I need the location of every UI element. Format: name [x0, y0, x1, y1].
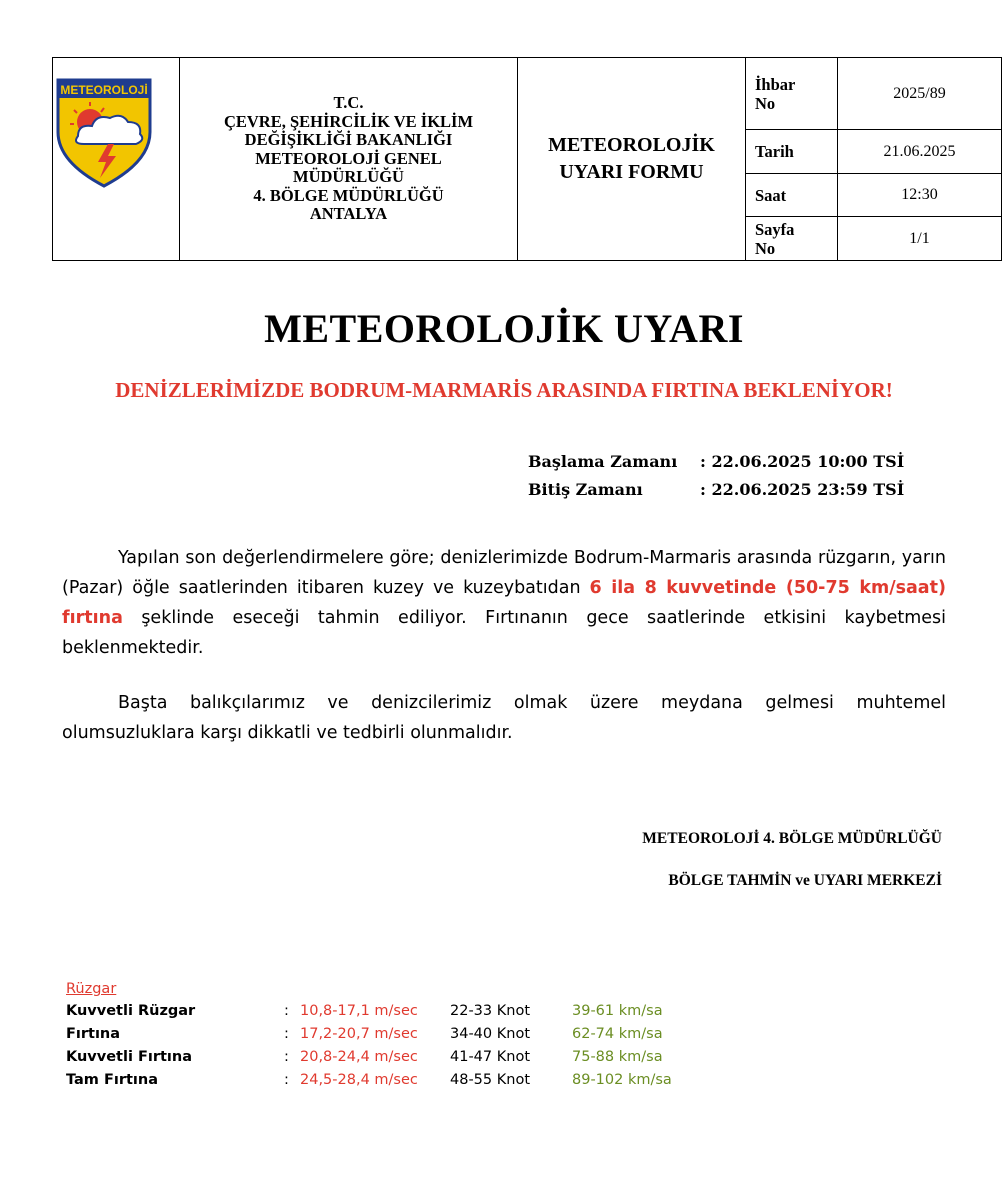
- legend-sep: :: [284, 1072, 289, 1088]
- paragraph-text: şeklinde eseceği tahmin ediliyor. Fırtınanın gece saatlerinde etkisini kaybetmesi beklenmektedir.: [62, 608, 946, 658]
- saat-value: 12:30: [838, 174, 1002, 217]
- start-time-value: : 22.06.2025 10:00 TSİ: [700, 452, 905, 471]
- time-block: [528, 448, 904, 504]
- tarih-value: 21.06.2025: [838, 130, 1002, 174]
- end-time-value: : 22.06.2025 23:59 TSİ: [700, 480, 905, 499]
- start-time-label: Başlama Zamanı: [528, 452, 678, 471]
- legend-sep: :: [284, 1026, 289, 1042]
- form-title-cell: [518, 58, 746, 261]
- legend-ms: 24,5-28,4 m/sec: [300, 1072, 418, 1088]
- label-line: No: [755, 238, 776, 258]
- legend-name: Kuvvetli Rüzgar: [66, 1003, 196, 1019]
- legend-name: Fırtına: [66, 1026, 121, 1042]
- legend-ms: 10,8-17,1 m/sec: [300, 1003, 418, 1019]
- header-table: [52, 57, 1002, 261]
- legend-knot: 34-40 Knot: [450, 1026, 530, 1042]
- legend-row: [66, 1023, 672, 1046]
- logo-cell: [53, 58, 180, 261]
- org-line: ÇEVRE, ŞEHİRCİLİK VE İKLİM: [223, 111, 474, 131]
- legend-kmh: 75-88 km/sa: [572, 1049, 663, 1065]
- warning-paragraph: [62, 543, 946, 663]
- label-line: No: [755, 93, 776, 113]
- label-line: İhbar: [755, 74, 796, 94]
- sayfa-no-label: [746, 217, 838, 261]
- ihbar-no-value: 2025/89: [838, 58, 1002, 130]
- legend-sep: :: [284, 1049, 289, 1065]
- wind-legend: [66, 978, 672, 1092]
- org-line: MÜDÜRLÜĞÜ: [293, 167, 404, 187]
- label-line: Saat: [755, 185, 787, 205]
- meteoroloji-logo: [56, 70, 152, 188]
- legend-name: Tam Fırtına: [66, 1072, 158, 1088]
- signature-line: METEOROLOJİ 4. BÖLGE MÜDÜRLÜĞÜ: [642, 830, 942, 847]
- legend-knot: 41-47 Knot: [450, 1049, 530, 1065]
- saat-label: [746, 174, 838, 217]
- form-title-line: UYARI FORMU: [559, 161, 704, 183]
- logo-text: METEOROLOJİ: [60, 83, 148, 97]
- legend-row: [66, 1000, 672, 1023]
- legend-kmh: 39-61 km/sa: [572, 1003, 663, 1019]
- tarih-label: [746, 130, 838, 174]
- legend-ms: 17,2-20,7 m/sec: [300, 1026, 418, 1042]
- legend-kmh: 62-74 km/sa: [572, 1026, 663, 1042]
- legend-knot: 48-55 Knot: [450, 1072, 530, 1088]
- org-line: T.C.: [333, 93, 364, 113]
- sayfa-no-value: 1/1: [838, 217, 1002, 261]
- label-line: Sayfa: [755, 219, 795, 239]
- start-time-row: [528, 448, 904, 476]
- label-line: Tarih: [755, 142, 794, 161]
- org-line: METEOROLOJİ GENEL: [255, 148, 442, 168]
- end-time-row: [528, 476, 904, 504]
- paragraph-text: Yapılan son değerlendirmelere göre; denizlerimizde Bodrum-Marmaris arasında rüzgarın, yarın (Pazar) öğle saatlerinden itibaren kuzey ve kuzeybatıdan: [62, 548, 946, 598]
- legend-sep: :: [284, 1003, 289, 1019]
- form-title-line: METEOROLOJİK: [548, 134, 715, 156]
- org-line: 4. BÖLGE MÜDÜRLÜĞÜ: [253, 185, 444, 205]
- end-time-label: Bitiş Zamanı: [528, 480, 643, 499]
- organization-cell: [180, 58, 518, 261]
- signature-line: BÖLGE TAHMİN ve UYARI MERKEZİ: [668, 872, 942, 889]
- page-title: METEOROLOJİK UYARI: [264, 306, 744, 351]
- legend-heading: Rüzgar: [66, 981, 117, 997]
- paragraph-highlight: 6 ila 8 kuvvetinde (50-75 km/saat) fırtına: [62, 578, 946, 628]
- legend-row: [66, 1046, 672, 1069]
- org-line: DEĞİŞİKLİĞİ BAKANLIĞI: [244, 130, 453, 150]
- legend-knot: 22-33 Knot: [450, 1003, 530, 1019]
- legend-kmh: 89-102 km/sa: [572, 1072, 672, 1088]
- legend-row: [66, 1069, 672, 1092]
- org-line: ANTALYA: [309, 204, 388, 224]
- advice-paragraph: Başta balıkçılarımız ve denizcilerimiz olmak üzere meydana gelmesi muhtemel olumsuzluklara karşı dikkatli ve tedbirli olunmalıdır.: [62, 693, 946, 743]
- warning-subtitle: DENİZLERİMİZDE BODRUM-MARMARİS ARASINDA FIRTINA BEKLENİYOR!: [115, 378, 893, 402]
- legend-ms: 20,8-24,4 m/sec: [300, 1049, 418, 1065]
- ihbar-no-label: [746, 58, 838, 130]
- legend-name: Kuvvetli Fırtına: [66, 1049, 192, 1065]
